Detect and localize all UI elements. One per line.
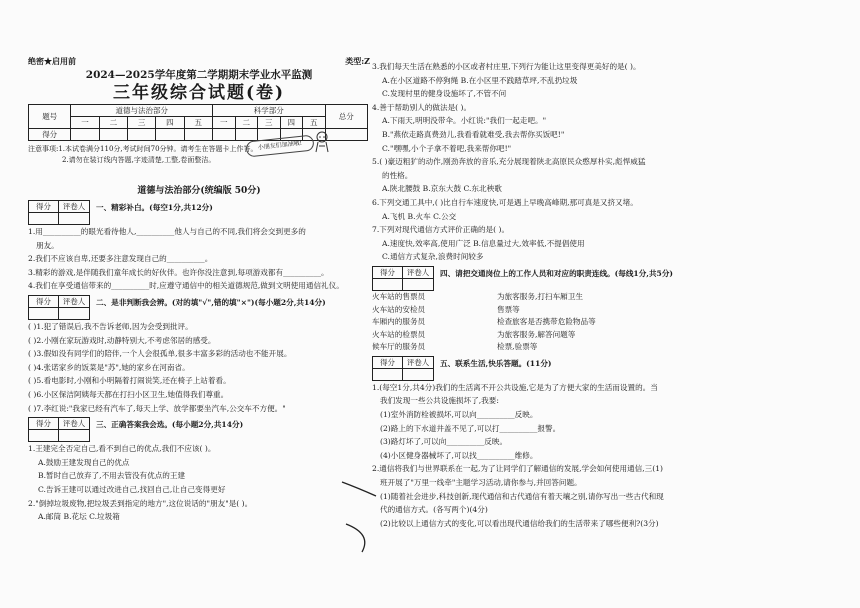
- life-q2-cont: 班开展了"万里一线牵"主题学习活动,请你参与,并回答问题。: [380, 478, 582, 488]
- scorebox-blank: [373, 278, 403, 290]
- judge-q5: ( )5.看电影时,小刚和小明隔着打闹说笑,还在椅子上站着看。: [28, 376, 231, 386]
- score-cell: [71, 129, 99, 141]
- scorebox-grader-label: 评卷人: [62, 296, 86, 306]
- score-col: 二: [235, 117, 258, 129]
- life-q2-1: (1)随着社会进步,科技创新,现代通信和古代通信有着天壤之别,请你写出一些古代和现: [380, 491, 664, 501]
- cartoon-girl-icon: [312, 130, 332, 154]
- life-q1-2: (2)路上的下水道井盖不见了,可以打__________报警。: [380, 423, 561, 433]
- scorebox-blank: [403, 278, 433, 290]
- choice-q2-options: A.邮筒 B.花坛 C.垃圾箱: [38, 512, 120, 522]
- scorebox-score-label: 得分: [29, 296, 59, 307]
- scorebox-blank: [59, 212, 89, 224]
- secret-label: 绝密★启用前: [28, 56, 76, 66]
- scorebox-2: [28, 295, 370, 320]
- match-left: 车厢内的服务员: [372, 317, 426, 327]
- encouragement-stamp: 小朋友们加油哦!: [245, 134, 314, 157]
- choice-q3: 3.我们每天生活在熟悉的小区或者村庄里,下列行为能让这里变得更美好的是( )。: [372, 62, 641, 71]
- score-table-science: 科学部分: [213, 105, 326, 117]
- left-column: [28, 56, 370, 524]
- scorebox-1: [28, 200, 370, 225]
- score-table-qno: 题号: [29, 105, 71, 129]
- choice-q1-b: B.暂时自己放弃了,不用去管没有优点的王建: [38, 471, 186, 481]
- sec5-heading: 五、联系生活,快乐答题。(11分): [440, 358, 552, 368]
- match-right: 检票,验票等: [497, 342, 538, 352]
- sec1-heading: 一、精彩补白。(每空1分,共12分): [96, 203, 213, 212]
- scorebox-score-label: 得分: [373, 267, 403, 278]
- fill-q3: 3.精彩的游戏,是伴随我们童年成长的好伙伴。也许你没注意到,每项游戏都有__________。: [28, 267, 329, 277]
- life-q2-1-cont: 代的通信方式。(各写两个)(4分): [380, 505, 488, 515]
- sec2-heading: 二、是非判断我会辨。(对的填"√",错的填"×")(每小题2分,共14分): [96, 297, 326, 307]
- score-col: 三: [127, 117, 155, 129]
- choice-q1: 1.王建完全否定自己,看不到自己的优点,我们不应该( )。: [28, 444, 216, 454]
- scorebox-blank: [29, 212, 59, 224]
- score-col: 三: [258, 117, 281, 129]
- sec3-heading: 三、正确答案我会选。(每小题2分,共14分): [96, 420, 244, 430]
- judge-q2: ( )2.小刚在家玩游戏时,动静特别大,不考虑邻居的感受。: [28, 335, 216, 345]
- score-col: 四: [156, 117, 184, 129]
- score-cell: [99, 129, 127, 141]
- match-left: 火车站的安检员: [372, 304, 426, 314]
- choice-q6: 6.下列交通工具中,( )比自行车速度快,可是遇上早晚高峰期,那可真是又挤又堵。: [372, 197, 638, 207]
- scorebox-grader-label: 评卷人: [62, 202, 86, 211]
- choice-q7-c: C.通信方式复杂,浪费时间较多: [382, 252, 484, 262]
- choice-q7-ab: A.速度快,效率高,使用广泛 B.信息量过大,效率低,不提倡使用: [382, 238, 585, 248]
- life-q1-cont: 我们发现一些公共设施损坏了,我要:: [380, 396, 499, 406]
- choice-q4-c: C."嘿嘿,小个子拿不着吧,我来帮你吧!": [382, 143, 512, 153]
- score-cell: [127, 129, 155, 141]
- match-row: [372, 341, 718, 354]
- score-col: 五: [184, 117, 212, 129]
- score-row-label: 得分: [29, 129, 71, 141]
- scorebox-5: [372, 356, 718, 381]
- scorebox-grader-label: 评卷人: [406, 357, 430, 367]
- choice-q3-c: C.发现村里的健身设施坏了,不管不问: [382, 89, 507, 99]
- scorebox-blank: [59, 307, 89, 319]
- choice-q5-options: A.陕北腰鼓 B.京东大鼓 C.东北秧歌: [382, 184, 502, 194]
- choice-q2: 2."倒掉垃圾废物,把垃圾丢到指定的地方",这位说话的"朋友"是( )。: [28, 498, 253, 508]
- score-col: 四: [280, 117, 303, 129]
- choice-q5: 5.( )豪迈粗犷的动作,刚劲奔放的音乐,充分展现着陕北高原民众憨厚朴实,彪悍威猛: [372, 157, 646, 167]
- judge-q6: ( )6.小区保洁阿姨每天都在打扫小区卫生,她值得我们尊重。: [28, 389, 229, 399]
- score-col: 五: [303, 117, 326, 129]
- life-q2-2: (2)比较以上通信方式的变化,可以看出现代通信给我们的生活带来了哪些便利?(3分): [380, 518, 659, 528]
- notice-1: 注意事项:1.本试卷满分110分,考试时间70分钟。请考生在答题卡上作答。: [28, 145, 258, 153]
- fill-q1-cont: 朋友。: [36, 240, 59, 250]
- sec4-heading: 四、请把交通岗位上的工作人员和对应的职责连线。(每线1分,共5分): [440, 268, 674, 278]
- score-col: 一: [213, 117, 236, 129]
- section-title: 道德与法治部分(统编版 50分): [137, 186, 261, 196]
- scorebox-4: [372, 266, 718, 291]
- notice-2: 2.请勿在装订线内答题,字迹清楚,工整,卷面整洁。: [62, 156, 216, 164]
- match-row: [372, 316, 718, 329]
- life-q1-1: (1)室外消防栓被损坏,可以向__________反映。: [380, 410, 538, 420]
- choice-q1-a: A.鼓励王建发现自己的优点: [38, 457, 130, 467]
- match-row: [372, 291, 718, 304]
- judge-q1: ( )1.犯了错误后,我不告诉老师,因为会受到批评。: [28, 321, 193, 331]
- fill-q1: 1.用__________的眼光看待他人,__________他人与自己的不同,我们将会交到更多的: [28, 227, 306, 236]
- match-left: 火车站的售票员: [372, 291, 426, 301]
- score-cell: [184, 129, 212, 141]
- scorebox-blank: [373, 368, 403, 380]
- life-q1: 1.(每空1分,共4分)我们的生活离不开公共设施,它是为了方便大家的生活而设置的。当: [372, 382, 658, 392]
- score-table-moral: 道德与法治部分: [71, 105, 213, 117]
- judge-q3: ( )3.假如没有同学们的陪伴,一个人会很孤单,很多丰富多彩的活动也不能开展。: [28, 349, 292, 359]
- score-table-total: 总分: [325, 105, 367, 129]
- scorebox-3: [28, 417, 370, 442]
- scorebox-score-label: 得分: [29, 201, 59, 212]
- score-cell: [235, 129, 258, 141]
- match-row: [372, 304, 718, 317]
- scorebox-blank: [29, 429, 59, 441]
- match-left: 火车站的检票员: [372, 329, 426, 339]
- match-right: 检查旅客是否携带危险物品等: [497, 317, 596, 327]
- choice-q6-options: A.飞机 B.火车 C.公交: [382, 211, 457, 221]
- scorebox-score-label: 得分: [29, 418, 59, 429]
- exam-title: 三年级综合试题(卷): [112, 83, 286, 103]
- match-left: 候车厅的服务员: [372, 342, 426, 352]
- match-right: 为旅客服务,解答问题等: [497, 329, 576, 339]
- choice-q5-cont: 的性格。: [382, 170, 413, 180]
- fill-q4: 4.我们在享受通信带来的__________时,应遵守通信中的相关道德规范,做到文明使用通信礼仪。: [28, 281, 344, 291]
- choice-q1-c: C.告诉王建可以通过改进自己,找回自己,让自己变得更好: [38, 484, 226, 494]
- judge-q4: ( )4.张诺家乡的饭菜是"苏",她的家乡在河南省。: [28, 362, 190, 372]
- life-q2: 2.通信将我们与世界联系在一起,为了让同学们了解通信的发展,学会如何使用通信,三(1): [372, 464, 664, 474]
- choice-q7: 7.下列对现代通信方式评价正确的是( )。: [372, 225, 510, 235]
- match-right: 为旅客服务,打扫车厢卫生: [497, 291, 583, 301]
- choice-q3-ab: A.在小区道路不停狗绳 B.在小区里不践踏草坪,不乱扔垃圾: [382, 75, 578, 85]
- scorebox-score-label: 得分: [373, 357, 403, 368]
- choice-q4-a: A.下雨天,明明没带伞。小红说:"我们一起走吧。": [382, 116, 547, 126]
- scorebox-blank: [403, 368, 433, 380]
- scorebox-blank: [59, 429, 89, 441]
- fill-q2: 2.我们不应该自卑,还要多注意发现自己的__________。: [28, 254, 213, 264]
- score-cell: [213, 129, 236, 141]
- match-right: 售票等: [497, 304, 520, 314]
- right-column: [372, 60, 718, 530]
- exam-term-title: 2024—2025学年度第二学期期末学业水平监测: [85, 69, 313, 81]
- score-col: 二: [99, 117, 127, 129]
- scorebox-blank: [29, 307, 59, 319]
- choice-q4: 4.善于帮助别人的做法是( )。: [372, 102, 472, 112]
- score-cell: [156, 129, 184, 141]
- type-label: 类型:Z: [345, 56, 370, 66]
- header-row: [28, 56, 370, 68]
- judge-q7: ( )7.李红说:"我家已经有汽车了,每天上学、放学都要坐汽车,公交车不方便。": [28, 403, 286, 413]
- life-q1-3: (3)路灯坏了,可以向__________反映。: [380, 437, 508, 447]
- match-row: [372, 329, 718, 342]
- scorebox-grader-label: 评卷人: [62, 419, 86, 429]
- score-col: 一: [71, 117, 99, 129]
- choice-q4-b: B."燕依走路真费劲儿,我看看就难受,我去帮你买饭吧!": [382, 129, 565, 139]
- scorebox-grader-label: 评卷人: [406, 267, 430, 277]
- life-q1-4: (4)小区健身器械坏了,可以找__________维修。: [380, 450, 538, 460]
